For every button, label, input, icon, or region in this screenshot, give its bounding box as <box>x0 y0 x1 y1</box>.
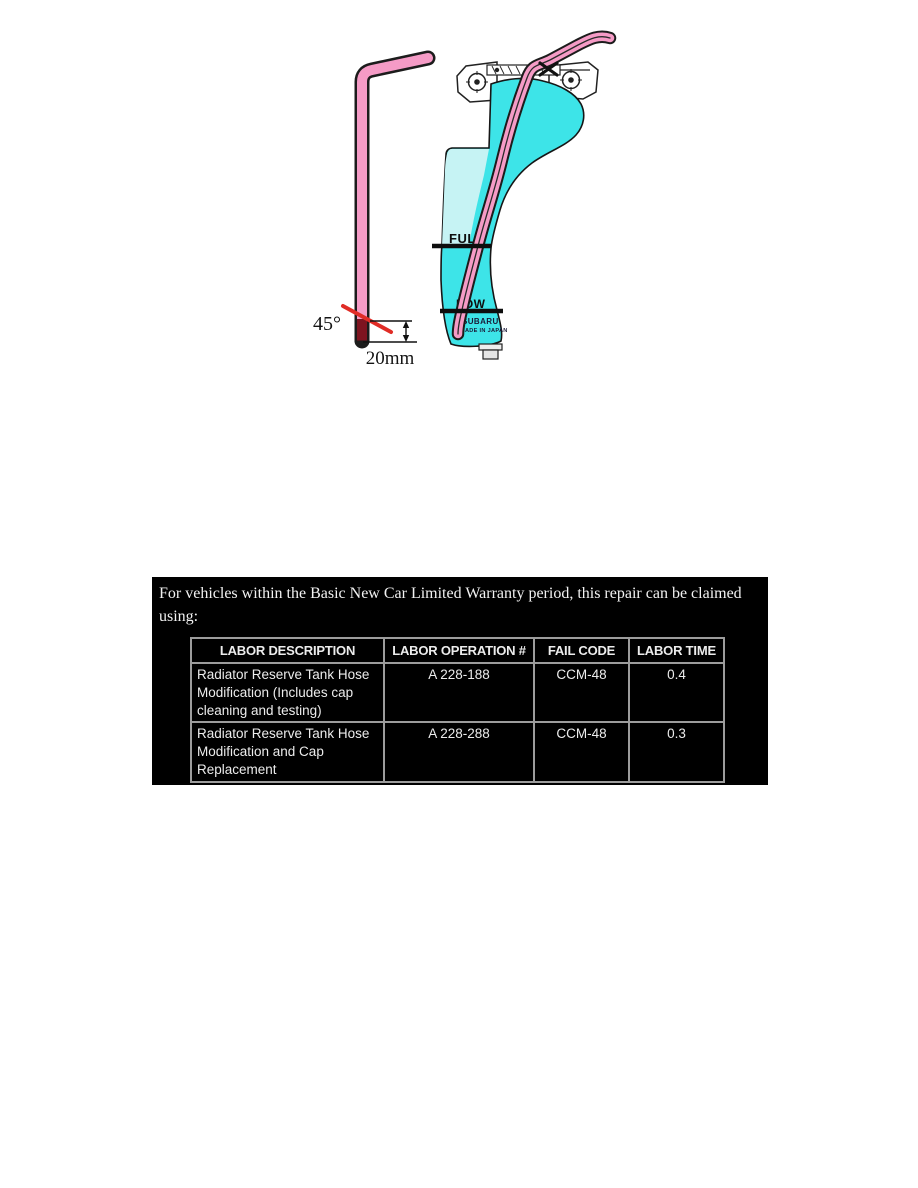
low-mark-label: LOW <box>456 297 486 311</box>
table-row <box>191 722 724 781</box>
table-row <box>191 663 724 722</box>
cell-fail-code: CCM-48 <box>534 663 629 722</box>
cell-fail-code: CCM-48 <box>534 722 629 781</box>
tank-bottom-fitting <box>479 344 502 359</box>
full-mark-label: FULL <box>449 231 485 246</box>
cell-operation: A 228-188 <box>384 663 534 722</box>
warranty-intro-line1: For vehicles within the Basic New Car Limited Warranty period, this repair can be claimed <box>159 585 742 602</box>
cell-description: Radiator Reserve Tank Hose Modification and Cap Replacement <box>191 722 384 781</box>
cell-labor-time: 0.3 <box>629 722 724 781</box>
cell-description: Radiator Reserve Tank Hose Modification (Includes cap cleaning and testing) <box>191 663 384 722</box>
warranty-claim-panel <box>152 577 768 785</box>
cut-angle-label: 45° <box>313 313 341 335</box>
header-labor-description: LABOR DESCRIPTION <box>191 638 384 663</box>
cut-hose-detail <box>362 58 428 342</box>
cell-labor-time: 0.4 <box>629 663 724 722</box>
radiator-tank-hose-diagram <box>295 25 625 370</box>
header-fail-code: FAIL CODE <box>534 638 629 663</box>
cut-length-label: 20mm <box>365 348 415 369</box>
header-labor-operation: LABOR OPERATION # <box>384 638 534 663</box>
diagram-svg <box>295 25 625 370</box>
warranty-intro-line2: using: <box>159 607 199 625</box>
header-labor-time: LABOR TIME <box>629 638 724 663</box>
labor-claim-table <box>190 637 725 783</box>
cell-operation: A 228-288 <box>384 722 534 781</box>
brand-label: SUBARU <box>462 317 499 326</box>
made-in-japan-label: MADE IN JAPAN <box>460 328 508 334</box>
table-header-row <box>191 638 724 663</box>
warranty-intro-text <box>152 577 768 628</box>
